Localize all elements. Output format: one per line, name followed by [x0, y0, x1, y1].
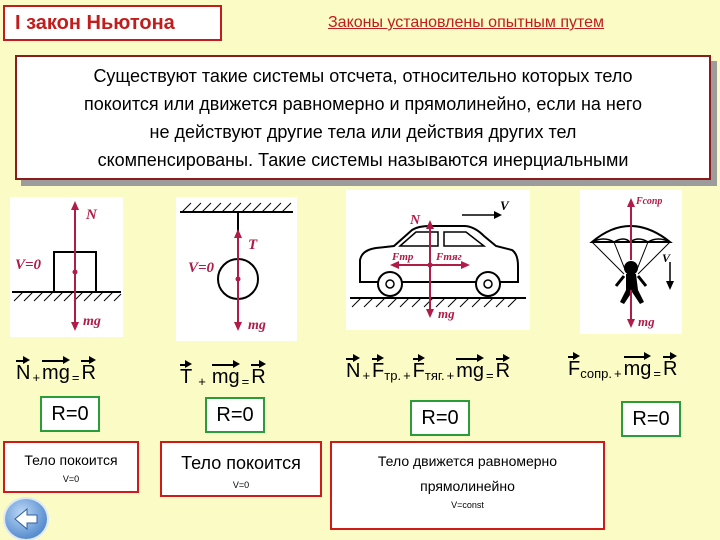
block-diagram: [10, 197, 123, 337]
state-text: Тело покоится: [181, 453, 301, 473]
equation-4: F сопр. + mg = R: [568, 358, 678, 381]
velocity-label: V=0: [15, 257, 42, 273]
definition-line-2: покоится или движется равномерно и прямолинейно, если на него: [83, 94, 643, 114]
back-button[interactable]: [5, 499, 47, 539]
vector-n: N: [346, 360, 361, 382]
speed-note: V=0: [62, 474, 80, 484]
car-diagram: [346, 190, 530, 330]
equation-2: T + mg = R: [180, 366, 266, 389]
definition-box: [15, 55, 711, 180]
parachutist-head: [624, 261, 638, 275]
result-box-2: R=0: [205, 397, 265, 433]
vector-r: R: [662, 358, 678, 380]
force-label-n: N: [86, 207, 97, 223]
figure-parachutist: [580, 190, 682, 334]
equation-1: N + mg = R: [16, 362, 96, 385]
vector-t: T: [180, 366, 193, 388]
figure-moving-car: [346, 190, 530, 330]
velocity-label: V: [500, 198, 509, 213]
tension-label: T: [248, 237, 258, 253]
state-box-2: [160, 441, 322, 497]
figure-block-at-rest: [10, 197, 123, 337]
slide-subtitle: Законы установлены опытным путем: [328, 14, 605, 31]
friction-label: Fтр: [392, 251, 414, 263]
vector-n: N: [16, 362, 31, 384]
definition-line-3: не действуют другие тела или действия других тел: [149, 122, 577, 142]
result-box-4: R=0: [621, 401, 681, 437]
state-text: Тело покоится: [24, 452, 118, 468]
back-arrow-icon: [13, 507, 39, 531]
velocity-label: V: [662, 251, 671, 265]
gravity-label: mg: [438, 306, 455, 321]
state-box-1: [3, 441, 139, 493]
speed-note: V=const: [451, 500, 484, 510]
definition-line-1: Существуют такие системы отсчета, относительно которых тело: [93, 66, 633, 86]
vector-r: R: [495, 360, 511, 382]
vector-f-drag: F: [568, 358, 581, 380]
vector-f-traction: F: [412, 360, 425, 382]
vector-r: R: [251, 366, 266, 388]
state-text-line-1: Тело движется равномерно: [377, 453, 558, 469]
hanging-ball-diagram: [176, 197, 297, 341]
result-box-3: R=0: [410, 400, 470, 436]
result-box-1: R=0: [40, 396, 100, 432]
velocity-label: V=0: [188, 260, 215, 276]
parachute-diagram: [580, 190, 682, 334]
force-label-n: N: [410, 213, 421, 228]
definition-line-4: скомпенсированы. Такие системы называются инерциальными: [97, 150, 629, 170]
vector-mg: mg: [42, 362, 70, 384]
vector-mg: mg: [623, 358, 652, 380]
gravity-label: mg: [248, 318, 266, 333]
speed-note: V=0: [232, 480, 250, 490]
vector-r: R: [81, 362, 96, 384]
gravity-label: mg: [83, 314, 101, 329]
state-box-3: [330, 441, 605, 530]
vector-mg: mg: [456, 360, 485, 382]
vector-mg: mg: [211, 366, 240, 388]
state-text-line-2: прямолинейно: [420, 478, 515, 494]
gravity-label: mg: [638, 314, 655, 329]
figure-hanging-ball: [176, 197, 297, 341]
traction-label: Fтяг: [436, 251, 462, 263]
slide-title: I закон Ньютона: [3, 5, 222, 41]
vector-f-friction: F: [372, 360, 385, 382]
equation-3: N + F тр. + F тяг. + mg = R: [346, 360, 511, 383]
drag-force-label: Fсопр: [636, 196, 663, 207]
